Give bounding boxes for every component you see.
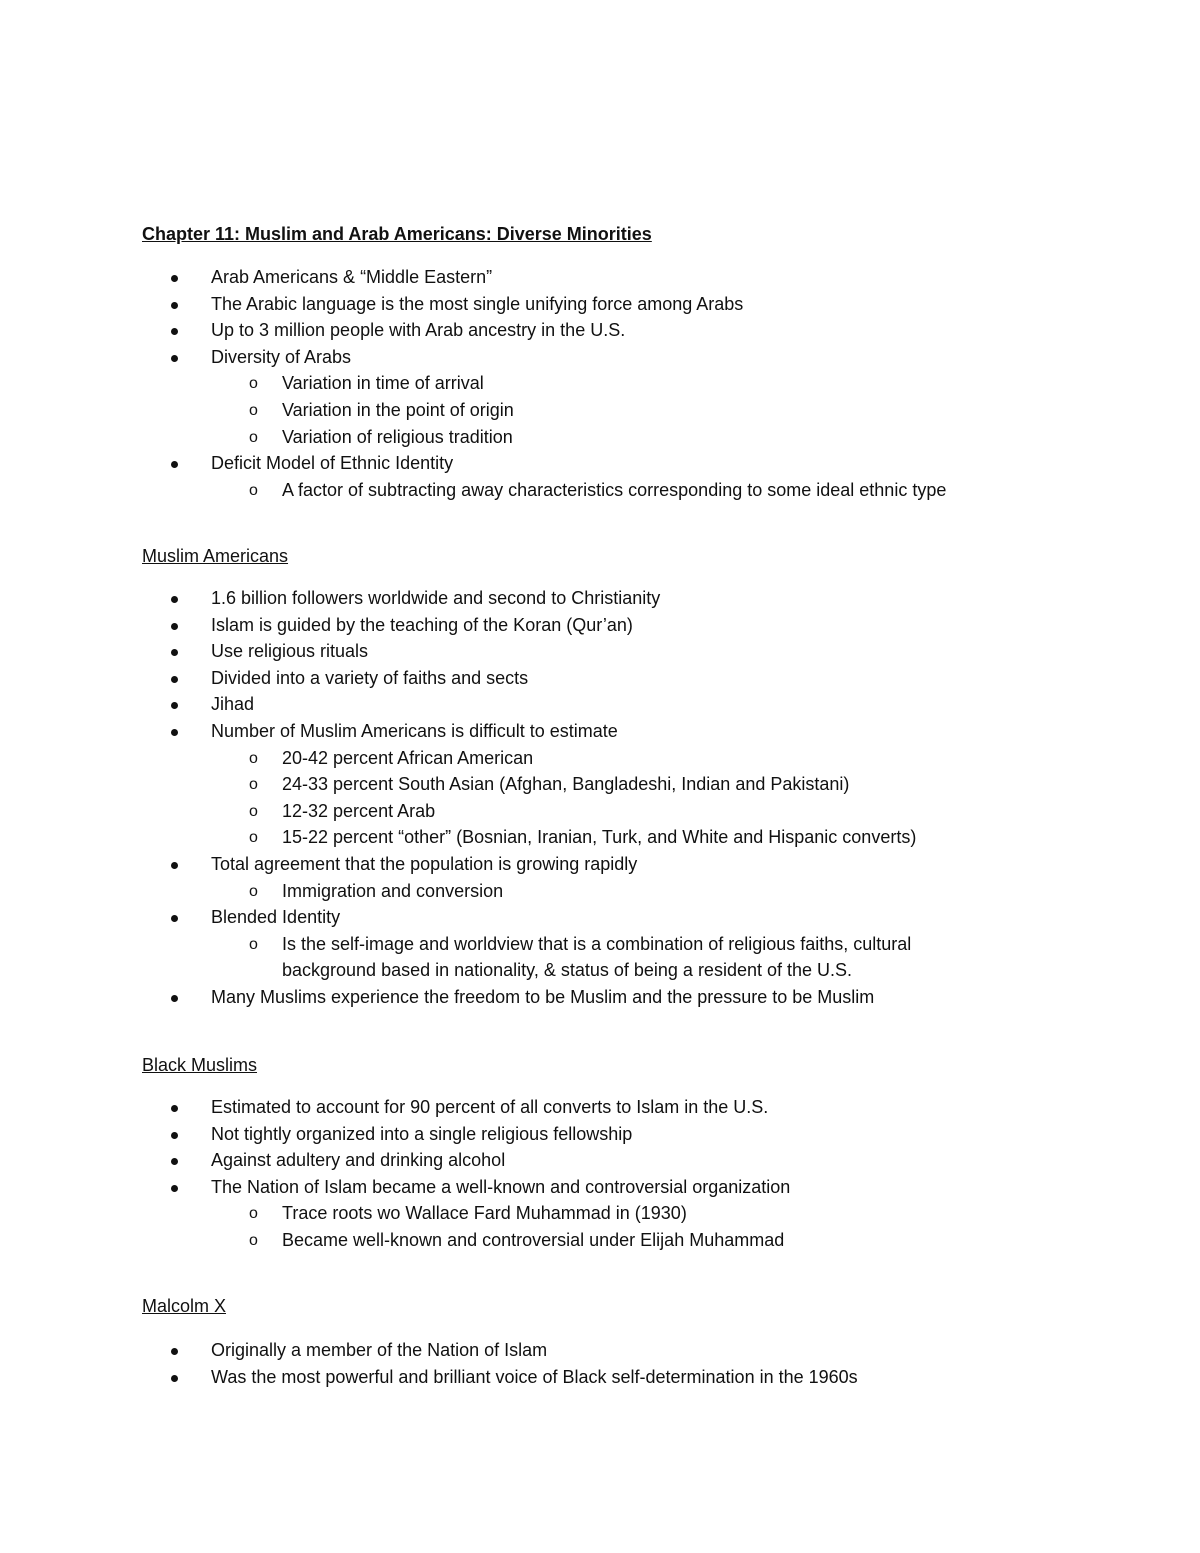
bullet-icon: [171, 1348, 178, 1355]
circle-bullet-icon: o: [249, 776, 258, 794]
sub-list-item-text: Is the self-image and worldview that is a combination of religious faiths, cultural: [282, 933, 912, 954]
list-item: [0, 691, 1200, 718]
list-item-text: Diversity of Arabs: [211, 346, 352, 367]
bullet-icon: [171, 702, 178, 709]
list-item: [0, 344, 1200, 371]
list-item: [0, 984, 1200, 1011]
section-heading: Malcolm X: [142, 1296, 227, 1316]
list-item-text: Estimated to account for 90 percent of all converts to Islam in the U.S.: [211, 1097, 769, 1117]
list-item: [0, 317, 1200, 344]
sub-list-item-text: Became well-known and controversial under Elijah Muhammad: [282, 1230, 785, 1250]
list-item-text: Many Muslims experience the freedom to be Muslim and the pressure to be Muslim: [211, 987, 875, 1007]
list-item-text: Was the most powerful and brilliant voice of Black self-determination in the 1960s: [211, 1366, 858, 1387]
sub-list-item-text: 20-42 percent African American: [282, 747, 534, 768]
list-item-text: Deficit Model of Ethnic Identity: [211, 453, 454, 474]
list-item: [0, 638, 1200, 665]
sub-list-item: [0, 370, 1200, 397]
list-item-text: Islam is guided by the teaching of the Koran (Qur’an): [211, 614, 633, 635]
sub-list-item-text: 12-32 percent Arab: [282, 800, 436, 821]
bullet-icon: [171, 1185, 178, 1192]
list-item: [0, 718, 1200, 745]
list-item: [0, 665, 1200, 692]
sub-list-item-text: Variation in the point of origin: [282, 400, 514, 420]
list-item-text: Number of Muslim Americans is difficult to estimate: [211, 721, 618, 741]
bullet-icon: [171, 1105, 178, 1112]
bullet-icon: [171, 1132, 178, 1139]
list-item-text: Not tightly organized into a single religious fellowship: [211, 1123, 633, 1144]
list-item: [0, 1337, 1200, 1364]
list-item-text: Use religious rituals: [211, 641, 369, 662]
circle-bullet-icon: o: [249, 1232, 258, 1249]
bullet-icon: [171, 729, 178, 736]
bullet-icon: [171, 328, 178, 335]
circle-bullet-icon: o: [249, 402, 258, 419]
list-item-text: Divided into a variety of faiths and sects: [211, 667, 529, 688]
list-item-text: Originally a member of the Nation of Islam: [211, 1340, 548, 1360]
list-item: [0, 851, 1200, 878]
circle-bullet-icon: o: [249, 829, 258, 847]
circle-bullet-icon: o: [249, 802, 258, 820]
sub-list-item: [0, 878, 1200, 905]
bullet-icon: [171, 915, 178, 922]
section-heading: Muslim Americans: [142, 546, 289, 566]
chapter-title: Chapter 11: Muslim and Arab Americans: Diverse Minorities: [142, 224, 652, 244]
list-item-text: Up to 3 million people with Arab ancestry in the U.S.: [211, 320, 626, 341]
list-item: [0, 612, 1200, 639]
list-item: [0, 1121, 1200, 1148]
list-item: [0, 291, 1200, 318]
list-item: [0, 264, 1200, 291]
sub-list-item-text: background based in nationality, & status of being a resident of the U.S.: [282, 960, 853, 981]
list-item-text: Arab Americans & “Middle Eastern”: [211, 267, 493, 287]
circle-bullet-icon: o: [249, 749, 258, 767]
section-heading: Black Muslims: [142, 1055, 258, 1075]
bullet-icon: [171, 995, 178, 1002]
sub-list-item-text: A factor of subtracting away characteristics corresponding to some ideal ethnic type: [282, 479, 947, 500]
sub-list-item: [0, 477, 1200, 504]
circle-bullet-icon: o: [249, 428, 258, 446]
list-item-text: Jihad: [211, 694, 255, 715]
sub-list-item: [0, 771, 1200, 798]
sub-list-item-text: 24-33 percent South Asian (Afghan, Bangladeshi, Indian and Pakistani): [282, 774, 850, 795]
bullet-icon: [171, 596, 178, 603]
sub-list-item-text: Trace roots wo Wallace Fard Muhammad in (1930): [282, 1203, 687, 1224]
list-item-text: Against adultery and drinking alcohol: [211, 1150, 506, 1171]
sub-list-item: [0, 931, 1200, 958]
bullet-icon: [171, 302, 178, 309]
circle-bullet-icon: o: [249, 882, 258, 900]
bullet-icon: [171, 1158, 178, 1165]
list-item: [0, 1094, 1200, 1121]
bullet-icon: [171, 676, 178, 683]
bullet-icon: [171, 623, 178, 630]
sub-list-item: [0, 798, 1200, 825]
sub-list-item: [0, 424, 1200, 451]
list-item: [0, 1147, 1200, 1174]
bullet-icon: [171, 1375, 178, 1382]
list-item-text: Total agreement that the population is growing rapidly: [211, 854, 638, 874]
circle-bullet-icon: o: [249, 935, 258, 953]
list-item: [0, 1174, 1200, 1201]
bullet-icon: [171, 275, 178, 282]
circle-bullet-icon: o: [249, 375, 258, 393]
list-item-text: The Nation of Islam became a well-known and controversial organization: [211, 1176, 791, 1197]
sub-list-item: [0, 397, 1200, 424]
sub-list-item: [0, 745, 1200, 772]
bullet-icon: [171, 862, 178, 869]
bullet-icon: [171, 461, 178, 468]
sub-list-item: [0, 1227, 1200, 1254]
sub-list-item: [0, 1200, 1200, 1227]
circle-bullet-icon: o: [249, 1205, 258, 1223]
list-item-text: Blended Identity: [211, 907, 341, 928]
list-item: [0, 585, 1200, 612]
sub-list-item: [0, 824, 1200, 851]
sub-list-item-text: 15-22 percent “other” (Bosnian, Iranian, Turk, and White and Hispanic converts): [282, 827, 917, 848]
list-item-text: 1.6 billion followers worldwide and second to Christianity: [211, 588, 661, 608]
list-item: [0, 904, 1200, 931]
circle-bullet-icon: o: [249, 481, 258, 499]
sub-list-item-text: Variation of religious tradition: [282, 426, 513, 447]
bullet-icon: [171, 355, 178, 362]
sub-list-item-text: Variation in time of arrival: [282, 373, 484, 394]
list-item: [0, 1364, 1200, 1391]
sub-list-item-text: Immigration and conversion: [282, 880, 504, 901]
bullet-icon: [171, 649, 178, 656]
sub-list-item: [0, 957, 1200, 984]
list-item-text: The Arabic language is the most single unifying force among Arabs: [211, 293, 744, 314]
list-item: [0, 450, 1200, 477]
